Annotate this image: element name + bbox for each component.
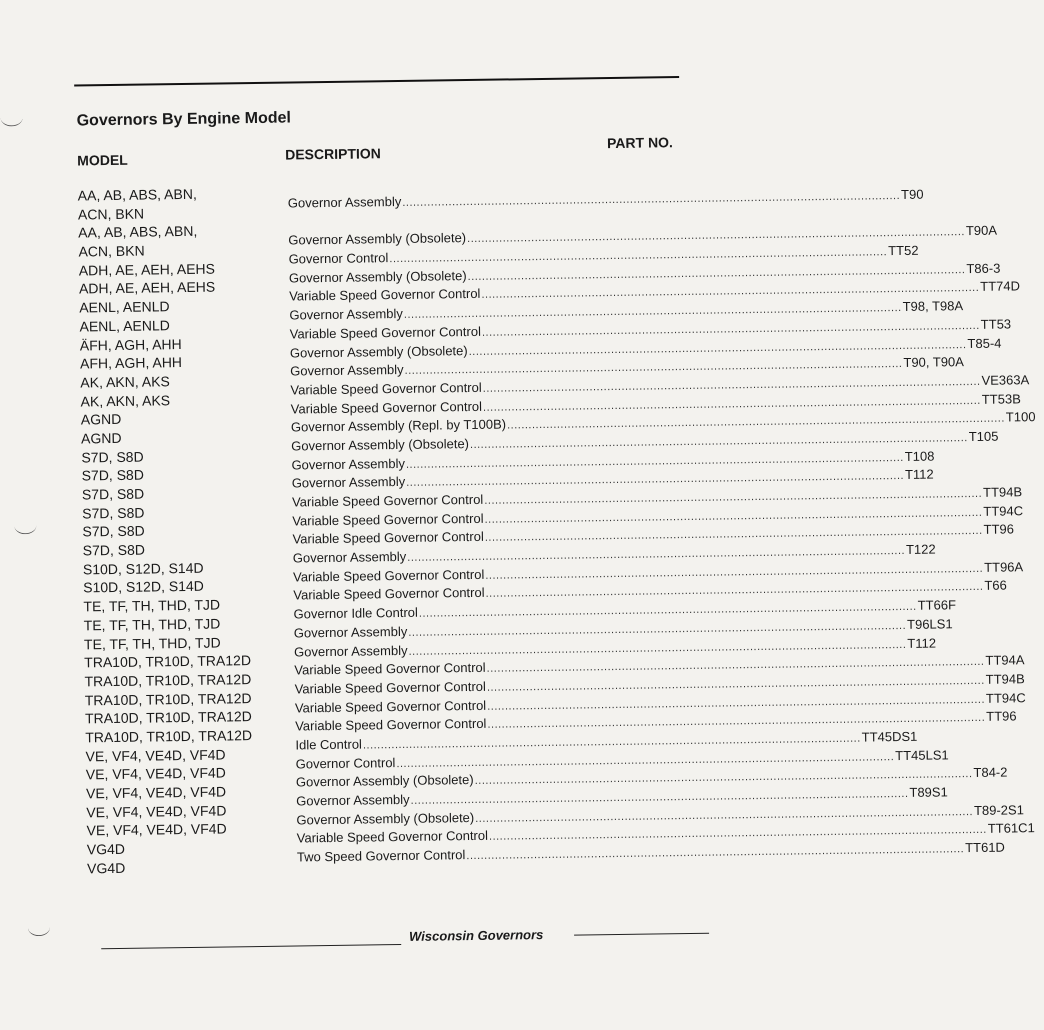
model-entry: VG4D (86, 859, 126, 877)
part-number: T90A (965, 223, 998, 239)
model-entry: VE, VF4, VE4D, VF4D (85, 764, 226, 783)
part-description: Variable Speed Governor Control (294, 660, 486, 678)
model-entry: VG4D (86, 840, 126, 858)
model-entry: S7D, S8D (82, 541, 146, 559)
part-description: Governor Assembly (287, 193, 402, 211)
part-number: T89-2S1 (973, 802, 1024, 818)
model-entry: TE, TF, TH, THD, TJD (83, 634, 221, 652)
part-description: Governor Assembly (Obsolete) (288, 230, 467, 248)
part-description: Governor Assembly (Obsolete) (288, 267, 467, 286)
dot-leader: ............................................................................................................................................ (487, 693, 986, 713)
dot-leader: ............................................................................................................................................ (418, 600, 917, 620)
model-entry: ÄFH, AGH, AHH (79, 335, 182, 353)
part-description: Variable Speed Governor Control (292, 510, 484, 529)
dot-leader: ............................................................................................................................................ (484, 525, 983, 545)
part-description: Governor Assembly (293, 623, 408, 641)
dot-leader: ............................................................................................................................................ (396, 750, 895, 770)
model-entry: S10D, S12D, S14D (83, 578, 204, 596)
model-entry: AGND (80, 411, 122, 428)
model-entry: ADH, AE, AEH, AEHS (78, 278, 216, 297)
dot-leader: ............................................................................................................................................ (486, 674, 985, 694)
punch-hole-mark (1, 109, 23, 126)
model-entry: AK, AKN, AKS (80, 391, 171, 410)
part-number: T85-4 (967, 335, 1002, 351)
part-description: Variable Speed Governor Control (295, 716, 487, 734)
model-entry: ADH, AE, AEH, AEHS (78, 260, 216, 279)
model-entry: AENL, AENLD (79, 317, 170, 335)
model-entry: AA, AB, ABS, ABN, (78, 223, 198, 241)
part-description: Governor Assembly (Obsolete) (291, 435, 470, 454)
part-description: Variable Speed Governor Control (290, 398, 483, 417)
dot-leader: ............................................................................................................................................ (405, 451, 904, 471)
part-number: T105 (968, 428, 999, 444)
part-number-column-header: PART NO. (606, 134, 674, 152)
model-entry: AK, AKN, AKS (80, 373, 170, 391)
dot-leader: ............................................................................................................................................ (481, 319, 980, 339)
model-entry: S7D, S8D (82, 522, 145, 540)
part-number: TT74D (980, 278, 1021, 295)
part-description: Variable Speed Governor Control (289, 286, 481, 304)
dot-leader: ............................................................................................................................................ (408, 619, 907, 639)
dot-leader: ............................................................................................................................................ (475, 805, 974, 825)
part-description: Variable Speed Governor Control (293, 585, 485, 603)
part-number: VE363A (981, 372, 1030, 388)
dot-leader: ............................................................................................................................................ (408, 638, 907, 658)
part-description: Governor Assembly (290, 362, 404, 379)
part-description: Variable Speed Governor Control (290, 379, 482, 398)
model-column-header: MODEL (77, 151, 128, 169)
model-list (78, 184, 254, 878)
dot-leader: ............................................................................................................................................ (484, 487, 983, 507)
dot-leader: ............................................................................................................................................ (481, 282, 980, 302)
part-description: Governor Idle Control (293, 604, 418, 622)
part-number: TT53B (981, 390, 1021, 407)
model-entry: S10D, S12D, S14D (82, 559, 204, 578)
part-description: Governor Assembly (Obsolete) (289, 342, 468, 361)
top-rule (74, 76, 679, 86)
dot-leader: ............................................................................................................................................ (482, 394, 981, 414)
dot-leader: ............................................................................................................................................ (410, 787, 909, 807)
description-column-header: DESCRIPTION (285, 145, 381, 163)
part-number: T90, T90A (903, 354, 965, 371)
model-entry: AA, AB, ABS, ABN, (77, 185, 197, 204)
model-entry: TRA10D, TR10D, TRA12D (84, 670, 252, 690)
part-description: Governor Control (288, 250, 389, 267)
dot-leader: ............................................................................................................................................ (402, 189, 901, 209)
part-number: TT94C (985, 689, 1026, 706)
dot-leader: ............................................................................................................................................ (484, 506, 983, 526)
model-entry: AGND (80, 429, 122, 447)
part-number: TT94B (985, 671, 1025, 687)
model-entry: VE, VF4, VE4D, VF4D (86, 802, 227, 821)
part-description: Governor Assembly (291, 455, 406, 473)
dot-leader: ............................................................................................................................................ (485, 581, 984, 601)
dot-leader: ............................................................................................................................................ (466, 843, 965, 863)
part-description: Governor Assembly (294, 642, 408, 659)
part-description: Governor Assembly (289, 306, 403, 323)
part-description: Variable Speed Governor Control (294, 678, 486, 697)
part-number: TT52 (888, 242, 919, 259)
part-number: T112 (907, 635, 937, 651)
footer-rule-right (574, 933, 709, 936)
dot-leader: ............................................................................................................................................ (389, 246, 888, 266)
part-number: T122 (905, 541, 936, 558)
part-description: Variable Speed Governor Control (292, 566, 485, 585)
part-description: Variable Speed Governor Control (289, 323, 482, 342)
part-description: Governor Assembly (Obsolete) (295, 772, 474, 790)
part-number: T66 (984, 577, 1007, 594)
part-number: T100 (1005, 409, 1036, 425)
dot-leader: ............................................................................................................................................ (406, 470, 905, 490)
part-description: Governor Assembly (Obsolete) (296, 809, 475, 828)
part-number: T108 (904, 448, 935, 464)
part-number: TT53 (980, 316, 1012, 332)
model-entry: TRA10D, TR10D, TRA12D (85, 727, 253, 746)
part-number: T89S1 (909, 784, 948, 800)
part-number: T84-2 (973, 764, 1008, 781)
dot-leader: ............................................................................................................................................ (362, 732, 861, 752)
part-number: T98, T98A (902, 298, 964, 315)
part-number: TT96A (984, 559, 1024, 575)
dot-leader: ............................................................................................................................................ (482, 375, 981, 395)
part-description: Variable Speed Governor Control (291, 491, 484, 510)
part-number: T86-3 (966, 260, 1001, 276)
model-entry: ACN, BKN (77, 205, 145, 223)
model-entry: S7D, S8D (82, 504, 145, 522)
model-entry: S7D, S8D (81, 485, 145, 503)
model-entry: VE, VF4, VE4D, VF4D (85, 746, 226, 765)
punch-hole-mark (28, 919, 50, 936)
footer-rule-left (101, 944, 401, 949)
part-number: TT61D (965, 839, 1005, 856)
part-description: Two Speed Governor Control (296, 847, 466, 865)
dot-leader: ............................................................................................................................................ (407, 545, 906, 564)
model-entry: VE, VF4, VE4D, VF4D (86, 820, 227, 839)
part-number: T96LS1 (906, 616, 953, 632)
dot-leader: ............................................................................................................................................ (469, 432, 968, 451)
dot-leader: ............................................................................................................................................ (506, 412, 1005, 432)
model-entry: TRA10D, TR10D, TRA12D (84, 652, 252, 671)
part-number: TT45DS1 (861, 728, 918, 745)
part-number: TT96 (986, 708, 1017, 725)
part-number: TT94B (982, 484, 1023, 500)
part-description: Governor Assembly (292, 548, 407, 566)
dot-leader: ............................................................................................................................................ (486, 656, 985, 675)
dot-leader: ............................................................................................................................................ (467, 263, 966, 283)
part-description: Governor Control (295, 754, 396, 772)
dot-leader: ............................................................................................................................................ (403, 302, 902, 322)
description-list (287, 186, 1036, 867)
part-description: Idle Control (295, 736, 362, 753)
model-entry: TE, TF, TH, THD, TJD (83, 615, 221, 634)
part-description: Governor Assembly (291, 474, 406, 491)
part-number: T90 (900, 186, 924, 202)
dot-leader: ............................................................................................................................................ (468, 338, 967, 358)
dot-leader: ............................................................................................................................................ (487, 712, 986, 732)
part-description: Variable Speed Governor Control (292, 529, 484, 547)
part-description: Variable Speed Governor Control (296, 828, 489, 846)
part-description: Governor Assembly (Repl. by T100B) (290, 416, 507, 435)
model-entry: TRA10D, TR10D, TRA12D (84, 708, 252, 727)
page-title: Governors By Engine Model (76, 109, 292, 130)
model-entry: ACN, BKN (78, 242, 145, 260)
part-number: TT94A (985, 652, 1025, 669)
model-entry: S7D, S8D (81, 448, 144, 466)
footer-label: Wisconsin Governors (408, 927, 544, 944)
part-number: TT61C1 (987, 820, 1035, 837)
part-number: T112 (904, 466, 934, 483)
dot-leader: ............................................................................................................................................ (467, 226, 966, 246)
model-entry: AFH, AGH, AHH (79, 354, 183, 372)
model-entry: S7D, S8D (81, 466, 144, 484)
dot-leader: ............................................................................................................................................ (404, 358, 903, 378)
model-entry: AENL, AENLD (79, 298, 170, 316)
dot-leader: ............................................................................................................................................ (485, 562, 984, 582)
part-number: TT45LS1 (895, 746, 949, 763)
model-entry: TRA10D, TR10D, TRA12D (84, 689, 252, 708)
part-number: TT66F (917, 597, 957, 613)
dot-leader: ............................................................................................................................................ (488, 824, 987, 844)
model-entry: TE, TF, TH, THD, TJD (83, 596, 221, 615)
punch-hole-mark (14, 517, 36, 534)
dot-leader: ............................................................................................................................................ (474, 768, 973, 788)
part-number: TT96 (983, 521, 1015, 538)
part-description: Variable Speed Governor Control (294, 697, 487, 716)
part-number: TT94C (983, 502, 1024, 519)
part-description: Governor Assembly (296, 791, 410, 809)
model-entry: VE, VF4, VE4D, VF4D (85, 783, 227, 802)
